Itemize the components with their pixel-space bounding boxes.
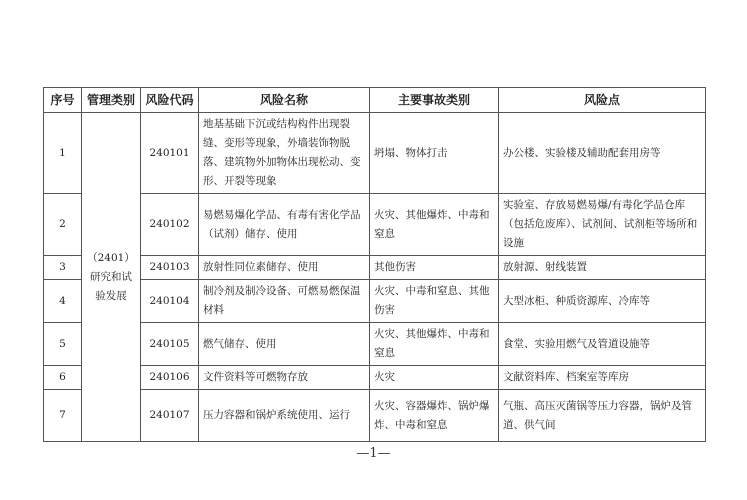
- row-accident-type: 火灾、中毒和窒息、其他伤害: [370, 280, 499, 323]
- row-risk-code: 240101: [141, 113, 199, 194]
- risk-table: [43, 87, 706, 442]
- row-serial-no: 3: [44, 256, 82, 280]
- table-row: [44, 323, 706, 366]
- header-accident-type: 主要事故类别: [370, 88, 499, 113]
- row-risk-name: 燃气储存、使用: [199, 323, 370, 366]
- row-accident-type: 坍塌、物体打击: [370, 113, 499, 194]
- row-accident-type: 其他伤害: [370, 256, 499, 280]
- table-header-row: [44, 88, 706, 113]
- row-accident-type: 火灾: [370, 366, 499, 390]
- row-risk-point: 气瓶、高压灭菌锅等压力容器，锅炉及管道、供气间: [499, 390, 706, 442]
- row-risk-point: 食堂、实验用燃气及管道设施等: [499, 323, 706, 366]
- header-risk-point: 风险点: [499, 88, 706, 113]
- table-row: [44, 256, 706, 280]
- table-row: [44, 113, 706, 194]
- table-row: [44, 194, 706, 256]
- row-risk-name: 地基基础下沉或结构构件出现裂缝、变形等现象，外墙装饰物脱落、建筑物外加物体出现松动、变形、开裂等现象: [199, 113, 370, 194]
- header-serial-no: 序号: [44, 88, 82, 113]
- management-category-cell: （2401）研究和试验发展: [82, 113, 141, 442]
- row-accident-type: 火灾、容器爆炸、锅炉爆炸、中毒和窒息: [370, 390, 499, 442]
- row-risk-point: 大型冰柜、种质资源库、冷库等: [499, 280, 706, 323]
- row-serial-no: 4: [44, 280, 82, 323]
- header-risk-code: 风险代码: [141, 88, 199, 113]
- row-risk-code: 240104: [141, 280, 199, 323]
- row-serial-no: 6: [44, 366, 82, 390]
- row-risk-name: 放射性同位素储存、使用: [199, 256, 370, 280]
- row-risk-code: 240105: [141, 323, 199, 366]
- row-serial-no: 7: [44, 390, 82, 442]
- row-risk-name: 易燃易爆化学品、有毒有害化学品（试剂）储存、使用: [199, 194, 370, 256]
- row-risk-name: 制冷剂及制冷设备、可燃易燃保温材料: [199, 280, 370, 323]
- row-risk-code: 240107: [141, 390, 199, 442]
- table-row: [44, 366, 706, 390]
- row-accident-type: 火灾、其他爆炸、中毒和窒息: [370, 323, 499, 366]
- header-management-category: 管理类别: [82, 88, 141, 113]
- row-risk-point: 办公楼、实验楼及辅助配套用房等: [499, 113, 706, 194]
- row-risk-name: 压力容器和锅炉系统使用、运行: [199, 390, 370, 442]
- row-serial-no: 2: [44, 194, 82, 256]
- row-serial-no: 5: [44, 323, 82, 366]
- row-risk-point: 文献资料库、档案室等库房: [499, 366, 706, 390]
- table-row: [44, 280, 706, 323]
- table-row: [44, 390, 706, 442]
- row-risk-code: 240106: [141, 366, 199, 390]
- row-risk-code: 240103: [141, 256, 199, 280]
- row-serial-no: 1: [44, 113, 82, 194]
- row-risk-code: 240102: [141, 194, 199, 256]
- row-risk-name: 文件资料等可燃物存放: [199, 366, 370, 390]
- row-accident-type: 火灾、其他爆炸、中毒和窒息: [370, 194, 499, 256]
- row-risk-point: 实验室、存放易燃易爆/有毒化学品仓库（包括危废库）、试剂间、试剂柜等场所和设施: [499, 194, 706, 256]
- page-number: —1—: [356, 446, 391, 461]
- header-risk-name: 风险名称: [199, 88, 370, 113]
- row-risk-point: 放射源、射线装置: [499, 256, 706, 280]
